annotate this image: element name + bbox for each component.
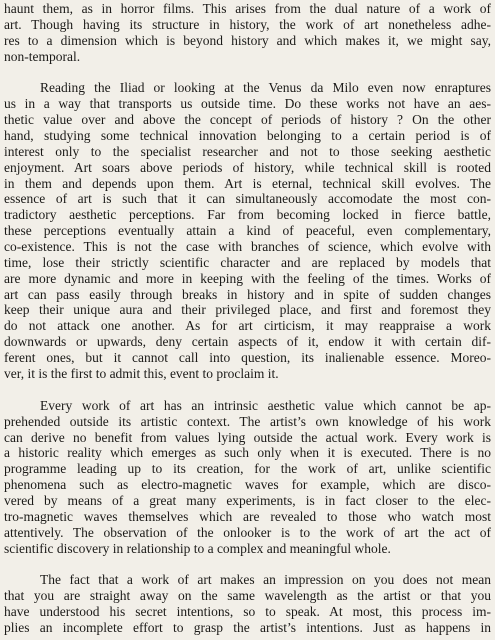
text-line: do not attack one another. As for art cirticism, it may reappraise a work — [4, 318, 491, 334]
text-line: non-temporal. — [4, 48, 81, 64]
text-line: plies an incomplete effort to grasp the artist’s intentions. Just as happens in — [4, 619, 491, 635]
text-line: tradictory aesthetic perceptions. Far from becoming locked in fierce battle, — [4, 207, 491, 223]
paragraph-first-line: The fact that a work of art makes an impression on you does not mean — [40, 572, 491, 588]
text-line: haunt them, as in horror films. This arises from the dual nature of a work of — [4, 1, 491, 16]
text-line: hand, studying some technical innovation belonging to a certain period is of — [4, 128, 491, 144]
text-line: enjoyment. Art soars above periods of history, while technical skill is rooted — [4, 159, 491, 175]
paragraph-first-line: Every work of art has an intrinsic aesthetic value which cannot be ap- — [40, 397, 491, 413]
text-line: these perceptions eventually attain a kind of peaceful, even complementary, — [4, 223, 491, 239]
text-line: vered by means of a great many experiments, is in fact closer to the elec- — [4, 492, 491, 508]
text-line: tro-magnetic waves themselves which are revealed to those who watch most — [4, 508, 491, 524]
text-line: essence of art is such that it can simultaneously accomodate the most con- — [4, 191, 491, 207]
text-line: scientific discovery in relationship to a complex and meaningful whole. — [4, 540, 391, 556]
text-line: interest only to the specialist researcher and not to those seeking aesthetic — [4, 143, 491, 159]
text-line: a historic reality which emerges as such only when it is executed. There is no — [4, 445, 491, 461]
text-line: in them and depends upon them. Art is eternal, technical skill evolves. The — [4, 175, 491, 191]
text-line: art can pass easily through breaks in history and in spite of sudden changes — [4, 286, 491, 302]
text-line: are more dynamic and more in keeping with the feeling of the times. Works of — [4, 270, 491, 286]
text-line: thetic value over and above the concept of periods of history ? On the other — [4, 112, 491, 128]
text-line: attentively. The observation of the onlooker is to the work of art the act of — [4, 524, 491, 540]
text-line: have understood his secret intentions, so to speak. At most, this process im- — [4, 604, 491, 620]
paragraph-first-line: Reading the Iliad or looking at the Venus da Milo even now enraptures — [40, 80, 491, 96]
text-line: that you are straight away on the same wavelength as the artist or that you — [4, 588, 491, 604]
text-line: prehended outside its artistic context. The artist’s own knowledge of his work — [4, 413, 491, 429]
text-line: phenomena such as electro-magnetic waves for example, which are disco- — [4, 477, 491, 493]
text-line: us in a way that transports us outside time. Do these works not have an aes- — [4, 96, 491, 112]
text-line: ferent ones, but it cannot call into question, its inalienable essence. Moreo- — [4, 350, 491, 366]
text-line: art. Though having its structure in history, the work of art nonetheless adhe- — [4, 16, 491, 32]
text-line: keep their unique aura and their privileged place, and first and foremost they — [4, 302, 491, 318]
text-line: co-existence. This is not the case with branches of science, which evolve with — [4, 239, 491, 255]
text-line: downwards or upwards, deny certain aspects of it, endow it with certain dif- — [4, 334, 491, 350]
text-line: can derive no benefit from values lying outside the actual work. Every work is — [4, 429, 491, 445]
text-line: ver, it is the first to admit this, event to proclaim it. — [4, 365, 279, 381]
text-line: time, lose their strictly scientific character and are replaced by models that — [4, 254, 491, 270]
text-line: res to a dimension which is beyond history and which makes it, we might say, — [4, 32, 491, 48]
text-line: programme leading up to its creation, for the work of art, unlike scientific — [4, 461, 491, 477]
